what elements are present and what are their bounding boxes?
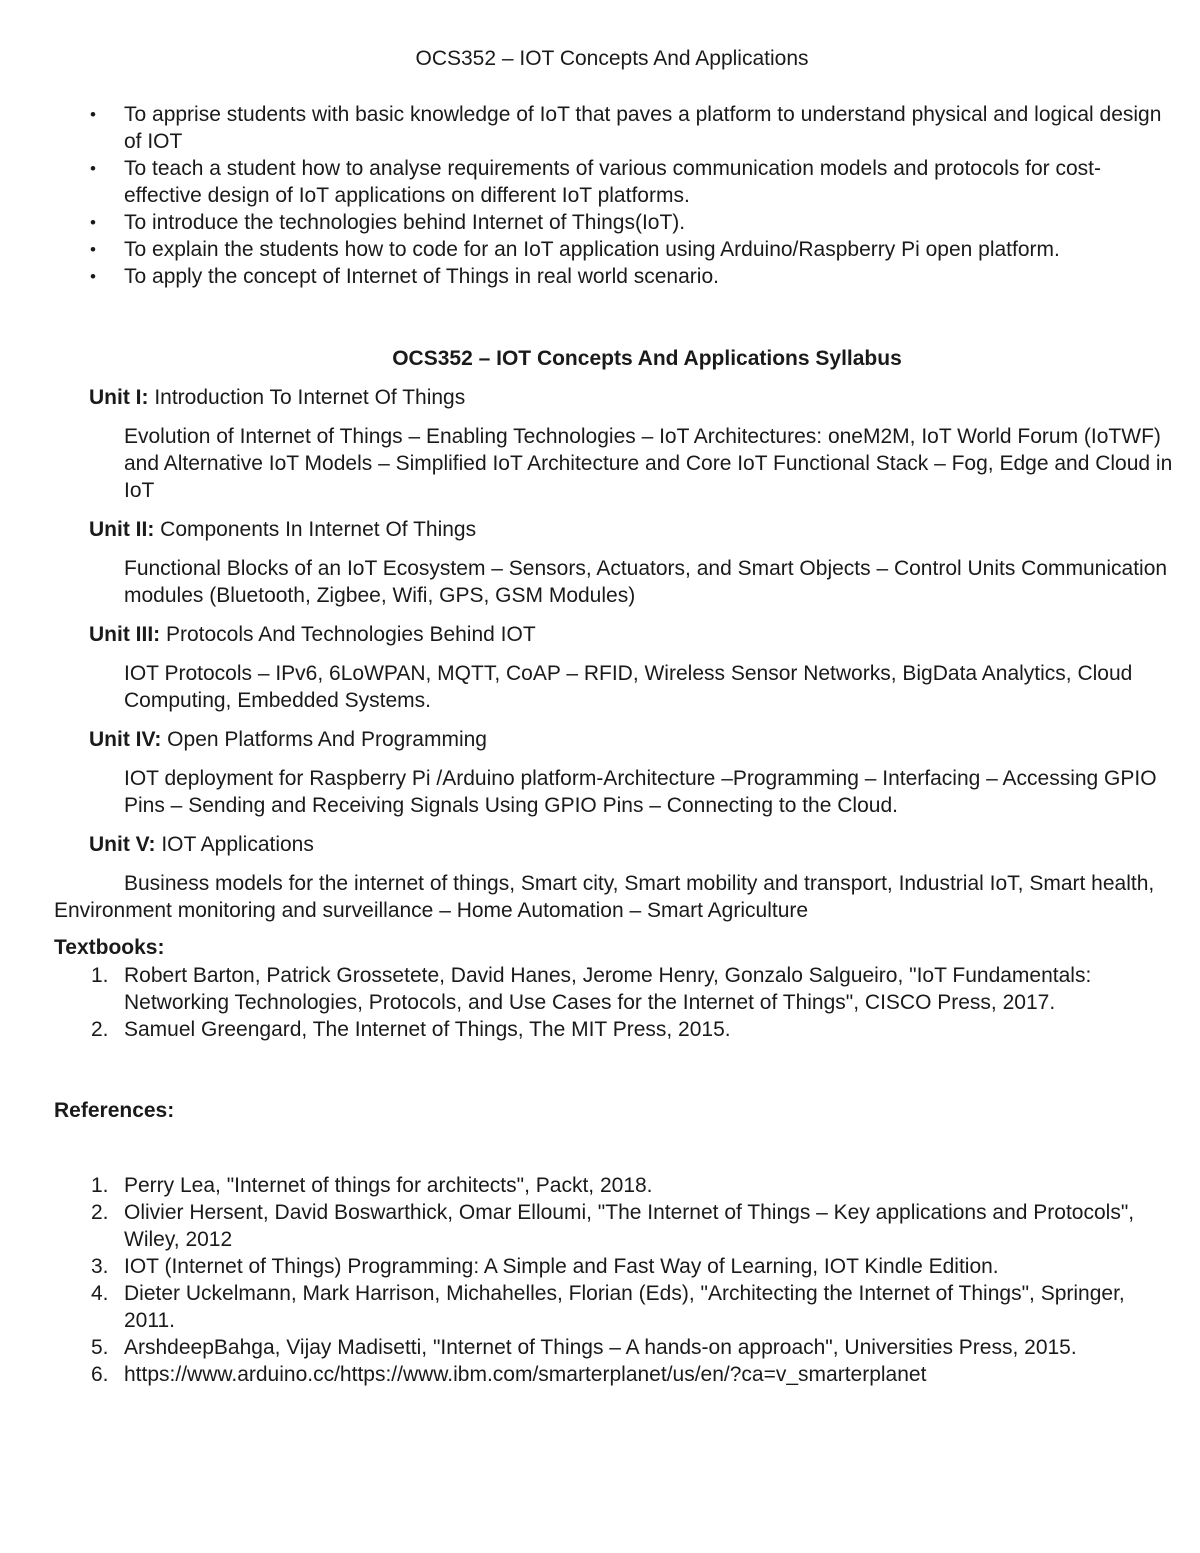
bullet-icon: • <box>90 159 96 178</box>
objective-text: To teach a student how to analyse requirements of various communication models and protocols for cost-effective design of IoT applications on different IoT platforms. <box>124 157 1102 207</box>
bullet-icon: • <box>90 213 96 232</box>
unit-title: Components In Internet Of Things <box>154 518 477 541</box>
objectives-list <box>88 101 1178 290</box>
reference-text: Olivier Hersent, David Boswarthick, Omar Elloumi, "The Internet of Things – Key applications and Protocols", Wiley, 2012 <box>124 1201 1135 1251</box>
unit-heading <box>89 384 1200 411</box>
list-number: 6. <box>91 1363 109 1386</box>
unit-body: Evolution of Internet of Things – Enabling Technologies – IoT Architectures: oneM2M, IoT World Forum (IoTWF) and Alternative IoT Models – Simplified IoT Architecture and Core IoT Functional Stack – Fog, Edge and Cloud in IoT <box>124 425 1173 502</box>
unit-heading <box>89 831 1200 858</box>
reference-text: Dieter Uckelmann, Mark Harrison, Michahelles, Florian (Eds), "Architecting the Internet of Things", Springer, 2011. <box>124 1282 1125 1332</box>
unit-body: IOT Protocols – IPv6, 6LoWPAN, MQTT, CoAP – RFID, Wireless Sensor Networks, BigData Analytics, Cloud Computing, Embedded Systems. <box>124 662 1133 712</box>
unit-body: IOT deployment for Raspberry Pi /Arduino platform-Architecture –Programming – Interfacing – Accessing GPIO Pins – Sending and Receiving Signals Using GPIO Pins – Connecting to the Cloud. <box>124 767 1157 817</box>
objective-text: To apprise students with basic knowledge of IoT that paves a platform to understand physical and logical design of IOT <box>124 103 1162 153</box>
textbooks-list <box>88 962 1168 1043</box>
reference-text: IOT (Internet of Things) Programming: A Simple and Fast Way of Learning, IOT Kindle Edition. <box>124 1255 999 1278</box>
list-number: 1. <box>91 1174 109 1197</box>
unit-heading <box>89 516 1200 543</box>
list-number: 3. <box>91 1255 109 1278</box>
objective-item <box>88 155 1178 209</box>
objective-text: To apply the concept of Internet of Things in real world scenario. <box>124 265 719 288</box>
objective-item <box>88 263 1178 290</box>
document-title: OCS352 – IOT Concepts And Applications <box>415 47 809 70</box>
bullet-icon: • <box>90 240 96 259</box>
list-number: 5. <box>91 1336 109 1359</box>
reference-text: ArshdeepBahga, Vijay Madisetti, "Internet of Things – A hands-on approach", Universities Press, 2015. <box>124 1336 1077 1359</box>
objective-item <box>88 101 1178 155</box>
reference-item <box>88 1361 1168 1388</box>
textbooks-heading: Textbooks: <box>54 936 165 959</box>
unit-title: Open Platforms And Programming <box>161 728 487 751</box>
list-number: 2. <box>91 1201 109 1224</box>
reference-item <box>88 1253 1168 1280</box>
textbook-item <box>88 962 1168 1016</box>
reference-item <box>88 1280 1168 1334</box>
list-number: 1. <box>91 964 109 987</box>
reference-text: Perry Lea, "Internet of things for architects", Packt, 2018. <box>124 1174 653 1197</box>
unit-body: Functional Blocks of an IoT Ecosystem – Sensors, Actuators, and Smart Objects – Control Units Communication modules (Bluetooth, Zigbee, Wifi, GPS, GSM Modules) <box>124 557 1168 607</box>
unit-heading <box>89 726 1200 753</box>
bullet-icon: • <box>90 267 96 286</box>
references-heading: References: <box>54 1099 175 1122</box>
textbook-text: Samuel Greengard, The Internet of Things, The MIT Press, 2015. <box>124 1018 731 1041</box>
syllabus-title: OCS352 – IOT Concepts And Applications Syllabus <box>392 347 902 370</box>
unit-label: Unit III: <box>89 623 161 646</box>
objective-item <box>88 209 1178 236</box>
unit-body: Business models for the internet of things, Smart city, Smart mobility and transport, Industrial IoT, Smart health, Environment monitoring and surveillance – Home Automation – Smart Agriculture <box>54 872 1155 922</box>
objective-text: To explain the students how to code for an IoT application using Arduino/Raspberry Pi open platform. <box>124 238 1060 261</box>
units-section <box>0 384 1200 936</box>
reference-item <box>88 1172 1168 1199</box>
unit-title: IOT Applications <box>155 833 314 856</box>
unit-label: Unit I: <box>89 386 149 409</box>
unit-heading <box>89 621 1200 648</box>
references-list <box>88 1172 1168 1388</box>
reference-item <box>88 1199 1168 1253</box>
list-number: 2. <box>91 1018 109 1041</box>
textbook-text: Robert Barton, Patrick Grossetete, David Hanes, Jerome Henry, Gonzalo Salgueiro, "IoT Fundamentals: Networking Technologies, Protocols, and Use Cases for the Internet of Things", CISCO Press, 2017. <box>124 964 1092 1014</box>
unit-label: Unit II: <box>89 518 155 541</box>
bullet-icon: • <box>90 105 96 124</box>
list-number: 4. <box>91 1282 109 1305</box>
reference-text: https://www.arduino.cc/https://www.ibm.com/smarterplanet/us/en/?ca=v_smarterplanet <box>124 1363 927 1386</box>
unit-label: Unit V: <box>89 833 156 856</box>
unit-label: Unit IV: <box>89 728 162 751</box>
objective-text: To introduce the technologies behind Internet of Things(IoT). <box>124 211 686 234</box>
textbook-item <box>88 1016 1168 1043</box>
unit-title: Protocols And Technologies Behind IOT <box>160 623 536 646</box>
objective-item <box>88 236 1178 263</box>
reference-item <box>88 1334 1168 1361</box>
unit-title: Introduction To Internet Of Things <box>148 386 466 409</box>
